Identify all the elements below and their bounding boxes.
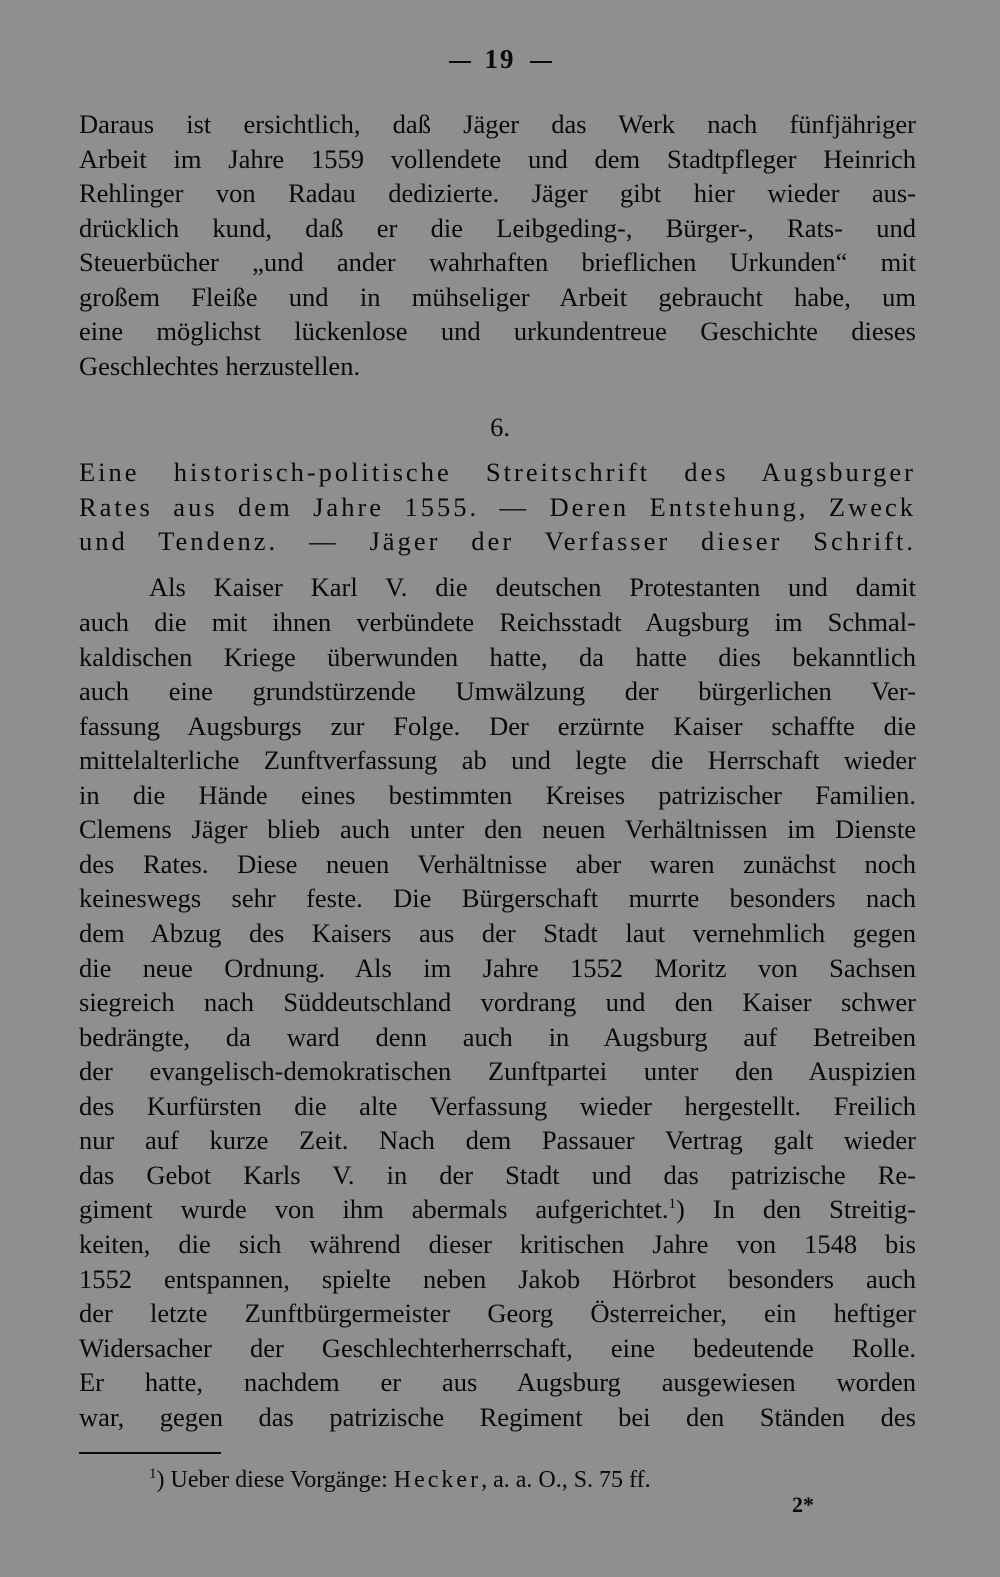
section-heading-line: Rates aus dem Jahre 1555. — Deren Entstehung, Zweck bbox=[79, 492, 916, 522]
text-line: keineswegs sehr feste. Die Bürgerschaft murrte besonders nach bbox=[79, 883, 916, 913]
footnote-text: , a. a. O., S. 75 ff. bbox=[481, 1467, 651, 1493]
section-heading-line: und Tendenz. — Jäger der Verfasser dieser Schrift. bbox=[79, 526, 916, 556]
text-line: Geschlechtes herzustellen. bbox=[79, 351, 361, 381]
text-line: keiten, die sich während dieser kritischen Jahre von 1548 bis bbox=[79, 1229, 916, 1259]
footnote-rule bbox=[79, 1452, 221, 1454]
text-line: Rehlinger von Radau dedizierte. Jäger gibt hier wieder aus- bbox=[79, 178, 916, 208]
footnote bbox=[149, 1464, 651, 1496]
text-line: des Kurfürsten die alte Verfassung wieder hergestellt. Freilich bbox=[79, 1091, 916, 1121]
text-line: Als Kaiser Karl V. die deutschen Protestanten und damit bbox=[149, 572, 916, 602]
page-number: 19 bbox=[0, 44, 1000, 75]
text-line: mittelalterliche Zunftverfassung ab und legte die Herrschaft wieder bbox=[79, 745, 916, 775]
footnote-reference: 1 bbox=[668, 1196, 677, 1213]
text-line: Clemens Jäger blieb auch unter den neuen Verhältnissen im Dienste bbox=[79, 814, 916, 844]
text-line: eine möglichst lückenlose und urkundentreue Geschichte dieses bbox=[79, 316, 916, 346]
text-line: war, gegen das patrizische Regiment bei den Ständen des bbox=[79, 1402, 916, 1432]
text-line: Widersacher der Geschlechterherrschaft, eine bedeutende Rolle. bbox=[79, 1333, 916, 1363]
text-line: nur auf kurze Zeit. Nach dem Passauer Vertrag galt wieder bbox=[79, 1125, 916, 1155]
text-line: siegreich nach Süddeutschland vordrang und den Kaiser schwer bbox=[79, 987, 916, 1017]
dash-right bbox=[530, 61, 552, 63]
text-line: des Rates. Diese neuen Verhältnisse aber waren zunächst noch bbox=[79, 849, 916, 879]
text-line: auch eine grundstürzende Umwälzung der bürgerlichen Ver- bbox=[79, 676, 916, 706]
text-line: die neue Ordnung. Als im Jahre 1552 Moritz von Sachsen bbox=[79, 953, 916, 983]
text-line: fassung Augsburgs zur Folge. Der erzürnte Kaiser schaffte die bbox=[79, 711, 916, 741]
footnote-marker: 1 bbox=[149, 1466, 157, 1482]
text-line: Daraus ist ersichtlich, daß Jäger das Werk nach fünfjähriger bbox=[79, 109, 916, 139]
text-segment: ) In den Streitig- bbox=[676, 1194, 916, 1224]
text-line: kaldischen Kriege überwunden hatte, da hatte dies bekanntlich bbox=[79, 642, 916, 672]
text-line: der letzte Zunftbürgermeister Georg Österreicher, ein heftiger bbox=[79, 1298, 916, 1328]
text-line: großem Fleiße und in mühseliger Arbeit gebraucht habe, um bbox=[79, 282, 916, 312]
text-line: dem Abzug des Kaisers aus der Stadt laut vernehmlich gegen bbox=[79, 918, 916, 948]
text-line: bedrängte, da ward denn auch in Augsburg auf Betreiben bbox=[79, 1022, 916, 1052]
footnote-text: ) Ueber diese Vorgänge: bbox=[156, 1467, 394, 1493]
text-line bbox=[79, 1192, 916, 1226]
section-heading-line: Eine historisch-politische Streitschrift des Augsburger bbox=[79, 457, 916, 487]
text-line: Steuerbücher „und ander wahrhaften brieflichen Urkunden“ mit bbox=[79, 247, 916, 277]
text-line: 1552 entspannen, spielte neben Jakob Hörbrot besonders auch bbox=[79, 1264, 916, 1294]
text-line: drücklich kund, daß er die Leibgeding-, Bürger-, Rats- und bbox=[79, 213, 916, 243]
text-line: das Gebot Karls V. in der Stadt und das patrizische Re- bbox=[79, 1160, 916, 1190]
text-line: Er hatte, nachdem er aus Augsburg ausgewiesen worden bbox=[79, 1367, 916, 1397]
dash-left bbox=[449, 61, 471, 63]
text-segment: giment wurde von ihm abermals aufgerichtet. bbox=[79, 1194, 669, 1224]
footnote-author: Hecker bbox=[393, 1467, 482, 1493]
text-line: Arbeit im Jahre 1559 vollendete und dem Stadtpfleger Heinrich bbox=[79, 144, 916, 174]
signature-mark: 2* bbox=[792, 1492, 814, 1517]
text-line: der evangelisch-demokratischen Zunftpartei unter den Auspizien bbox=[79, 1056, 916, 1086]
section-number: 6. bbox=[490, 412, 510, 442]
text-line: auch die mit ihnen verbündete Reichsstadt Augsburg im Schmal- bbox=[79, 607, 916, 637]
text-line: in die Hände eines bestimmten Kreises patrizischer Familien. bbox=[79, 780, 916, 810]
